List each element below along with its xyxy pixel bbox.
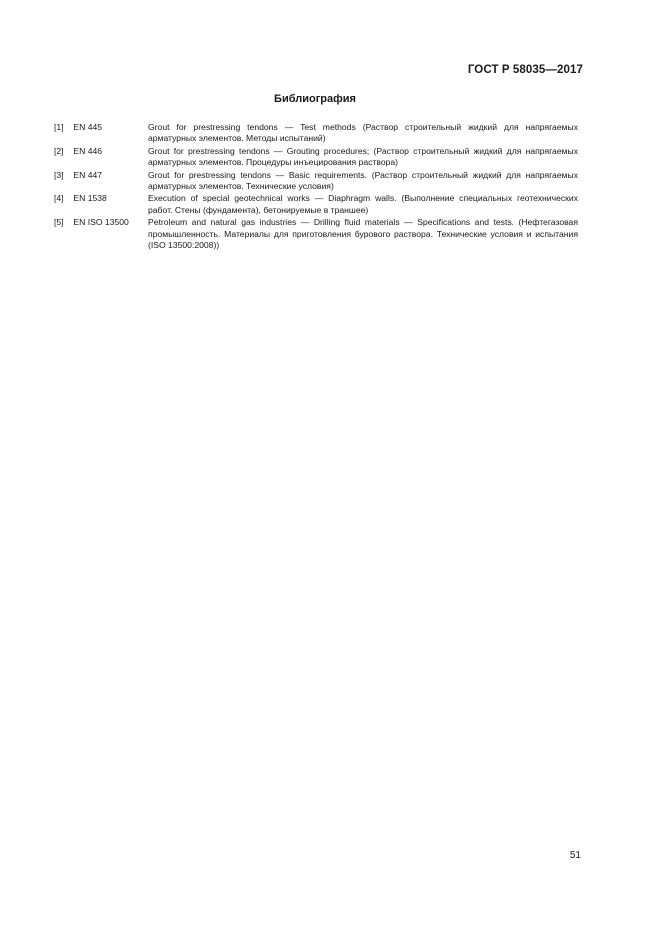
bibliography-entry — [54, 193, 578, 216]
entry-code: EN 445 — [73, 122, 103, 132]
entry-reference — [54, 170, 148, 193]
bibliography-list — [54, 122, 578, 252]
page-number: 51 — [569, 850, 581, 861]
entry-reference — [54, 146, 148, 169]
entry-text: Grout for prestressing tendons — Basic requirements. (Раствор строительный жидкий для напрягаемых арматурных элементов. Технические условия) — [148, 169, 578, 192]
entry-text: Execution of special geotechnical works — Diaphragm walls. (Выполнение специальных геотехнических работ. Стены (фундамента), бетонируемые в траншее) — [148, 193, 578, 215]
entry-number: [2] — [54, 145, 64, 156]
entry-text: Grout for prestressing tendons — Grouting procedures; (Раствор строительный жидкий для напрягаемых арматурных элементов. Процедуры инъецирования раствора) — [148, 145, 578, 168]
entry-code: EN 1538 — [73, 193, 107, 204]
entry-number: [4] — [54, 193, 64, 204]
bibliography-entry — [54, 217, 578, 251]
entry-text: Grout for prestressing tendons — Test methods (Раствор строительный жидкий для напрягаемых арматурных элементов. Методы испытаний) — [148, 122, 578, 144]
entry-number: [5] — [54, 217, 64, 228]
bibliography-entry — [54, 146, 578, 169]
entry-number: [1] — [54, 122, 64, 132]
entry-code: EN ISO 13500 — [73, 217, 129, 228]
entry-number: [3] — [54, 169, 64, 180]
bibliography-entry — [54, 170, 578, 193]
entry-reference — [54, 193, 148, 216]
entry-reference — [54, 217, 148, 251]
entry-text: Petroleum and natural gas industries — Drilling fluid materials — Specifications and tests. (Нефтегазовая промышленность. Материалы для приготовления бурового раствора. Технические условия и испытания (ISO 13500:2008)) — [148, 217, 578, 251]
entry-code: EN 446 — [73, 145, 103, 156]
entry-reference — [54, 122, 148, 145]
document-code: ГОСТ Р 58035—2017 — [467, 64, 583, 76]
bibliography-entry — [54, 122, 578, 145]
entry-code: EN 447 — [73, 169, 103, 180]
section-title: Библиография — [274, 93, 356, 105]
